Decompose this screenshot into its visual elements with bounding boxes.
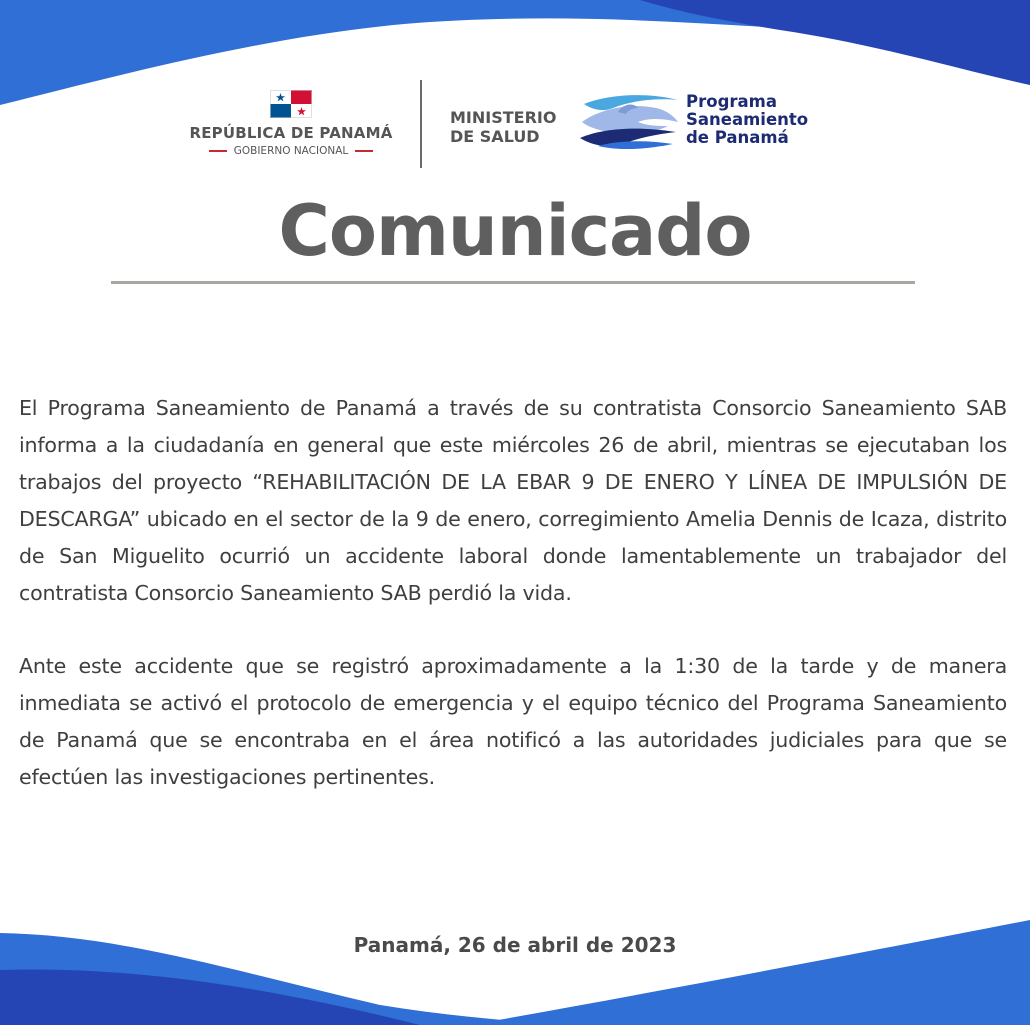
dolphin-wave-icon — [578, 92, 682, 152]
header-logos — [0, 78, 1030, 178]
logo-divider — [420, 80, 422, 168]
programa-saneamiento-logo-text — [686, 93, 808, 147]
red-dash-left — [209, 150, 227, 152]
paragraph-2: Ante este accidente que se registró aproximadamente a la 1:30 de la tarde y de manera inmediata se activó el protocolo de emergencia y el equipo técnico del Programa Saneamiento de Panamá que se encontraba en el área notificó a las autoridades judiciales para que se efectúen las investigaciones pertinentes. — [19, 654, 1007, 789]
republica-logo — [186, 90, 396, 157]
ministerio-logo — [450, 108, 556, 146]
bottom-wave-decoration — [0, 915, 1030, 1025]
programa-line-3: de Panamá — [686, 128, 789, 147]
ministerio-line-1: MINISTERIO — [450, 108, 557, 127]
paragraph-1: El Programa Saneamiento de Panamá a través de su contratista Consorcio Saneamiento SAB informa a la ciudadanía en general que este miércoles 26 de abril, mientras se ejecutaban los trabajos del proyecto “REHABILITACIÓN DE LA EBAR 9 DE ENERO Y LÍNEA DE IMPULSIÓN DE DESCARGA” ubicado en el sector de la 9 de enero, corregimiento Amelia Dennis de Icaza, distrito de San Miguelito ocurrió un accidente laboral donde lamentablemente un trabajador del contratista Consorcio Saneamiento SAB perdió la vida. — [19, 396, 1007, 605]
ministerio-line-2: DE SALUD — [450, 127, 540, 146]
republica-title: REPÚBLICA DE PANAMÁ — [189, 124, 393, 142]
republica-subtitle — [186, 145, 396, 157]
programa-line-2: Saneamiento — [686, 110, 809, 129]
programa-line-1: Programa — [686, 92, 777, 111]
date-line: Panamá, 26 de abril de 2023 — [353, 933, 677, 957]
panama-flag-icon — [270, 90, 312, 118]
page-title: Comunicado — [278, 190, 752, 272]
communique-body — [19, 390, 1007, 832]
title-underline — [111, 281, 915, 284]
gobierno-nacional-label: GOBIERNO NACIONAL — [233, 145, 349, 157]
red-dash-right — [355, 150, 373, 152]
